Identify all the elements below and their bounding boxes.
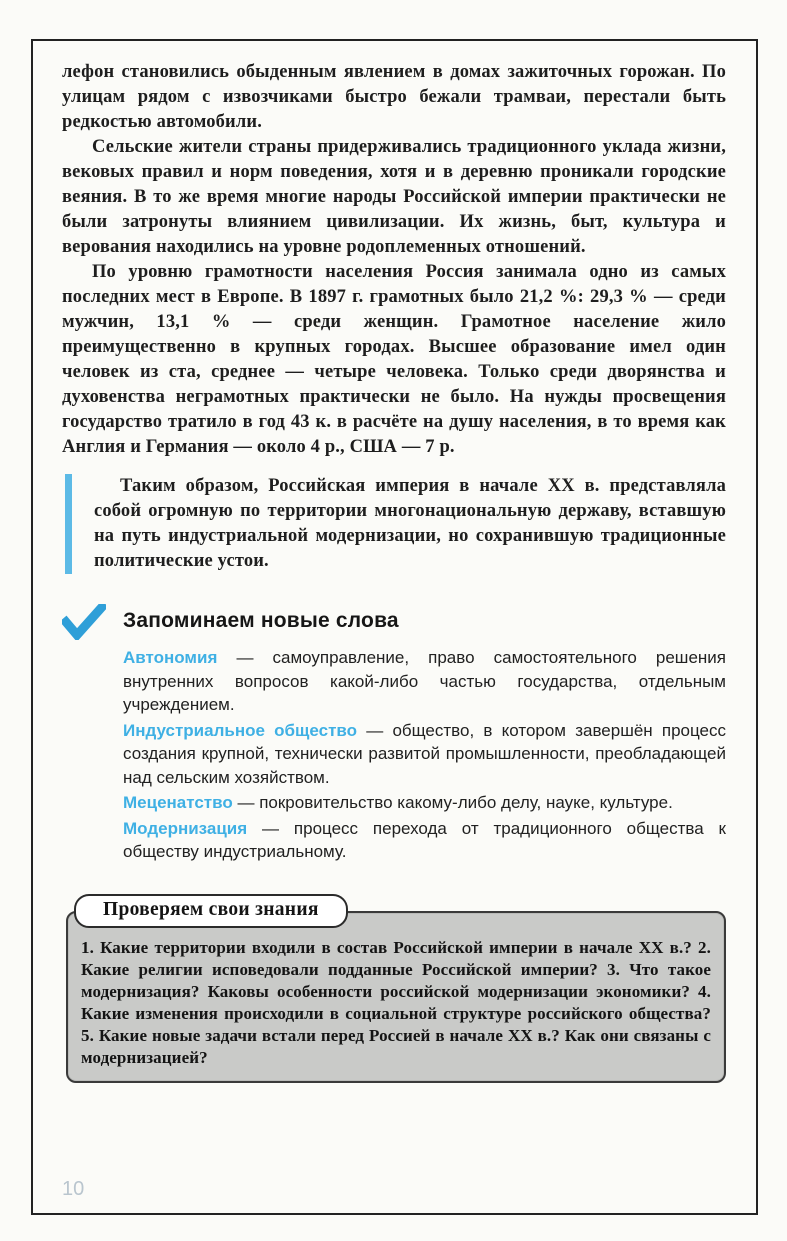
definition-term: Индустриальное общество: [123, 720, 358, 740]
questions-text: 1. Какие территории входили в состав Российской империи в начале XX в.? 2. Какие религии исповедовали подданные Российской империи? 3. Что такое модернизация? Каковы особенности российской модернизации экономики? 4. Какие изменения происходили в социальной структуре российского общества? 5. Какие новые задачи встали перед Россией в начале XX в.? Как они связаны с модернизацией?: [81, 937, 711, 1067]
definition-text: — самоуправление, право самостоятельного решения внутренних вопросов какой-либо частью государства, отдельным учреждением.: [123, 648, 726, 714]
summary-text: Таким образом, Российская империя в начале XX в. представляла собой огромную по территории многонациональную державу, вставшую на путь индустриальной модернизации, но сохранившую традиционные политические устои.: [94, 476, 726, 571]
definition-patronage: [123, 791, 726, 815]
questions-section: [66, 894, 726, 1083]
vocabulary-section: [62, 608, 726, 864]
body-paragraph-1: лефон становились обыденным явлением в домах зажиточных горожан. По улицам рядом с извозчиками быстро бежали трамваи, перестали быть редкостью автомобили.: [62, 62, 726, 132]
definition-term: Меценатство: [123, 793, 233, 812]
definition-text: — покровительство какому-либо делу, науке, культуре.: [237, 793, 673, 812]
definition-term: Модернизация: [123, 818, 248, 838]
definition-text: — процесс перехода от традиционного общества к обществу индустриальному.: [123, 818, 726, 861]
definition-modernization: [123, 817, 726, 864]
body-paragraph-3: По уровню грамотности населения Россия занимала одно из самых последних мест в Европе. В 1897 г. грамотных было 21,2 %: 29,3 % — среди мужчин, 13,1 % — среди женщин. Грамотное население жило преимущественно в крупных городах. Высшее образование имел один человек из ста, среднее — четыре человека. Только среди дворянства и духовенства неграмотных практически не было. На нужды просвещения государство тратило в год 43 к. в расчёте на душу населения, в то время как Англия и Германия — около 4 р., США — 7 р.: [62, 262, 726, 457]
questions-heading: Проверяем свои знания: [74, 894, 348, 928]
questions-box: [66, 911, 726, 1083]
vocabulary-heading: Запоминаем новые слова: [123, 609, 399, 632]
definition-term: Автономия: [123, 648, 218, 667]
page-content: [62, 60, 726, 1083]
definition-autonomy: [123, 646, 726, 717]
checkmark-icon: [62, 604, 106, 640]
body-paragraph-2: Сельские жители страны придерживались традиционного уклада жизни, вековых правил и норм поведения, хотя и в деревню проникали городские веяния. В то же время многие народы Российской империи практически не были затронуты влиянием цивилизации. Их жизнь, быт, культура и верования находились на уровне родоплеменных отношений.: [62, 137, 726, 257]
page-number: 10: [62, 1178, 85, 1200]
summary-highlight-block: [65, 474, 726, 574]
definition-industrial-society: [123, 719, 726, 790]
definition-text: — общество, в котором завершён процесс создания крупной, технически развитой промышленности, преобладающей над сельским хозяйством.: [123, 720, 726, 787]
